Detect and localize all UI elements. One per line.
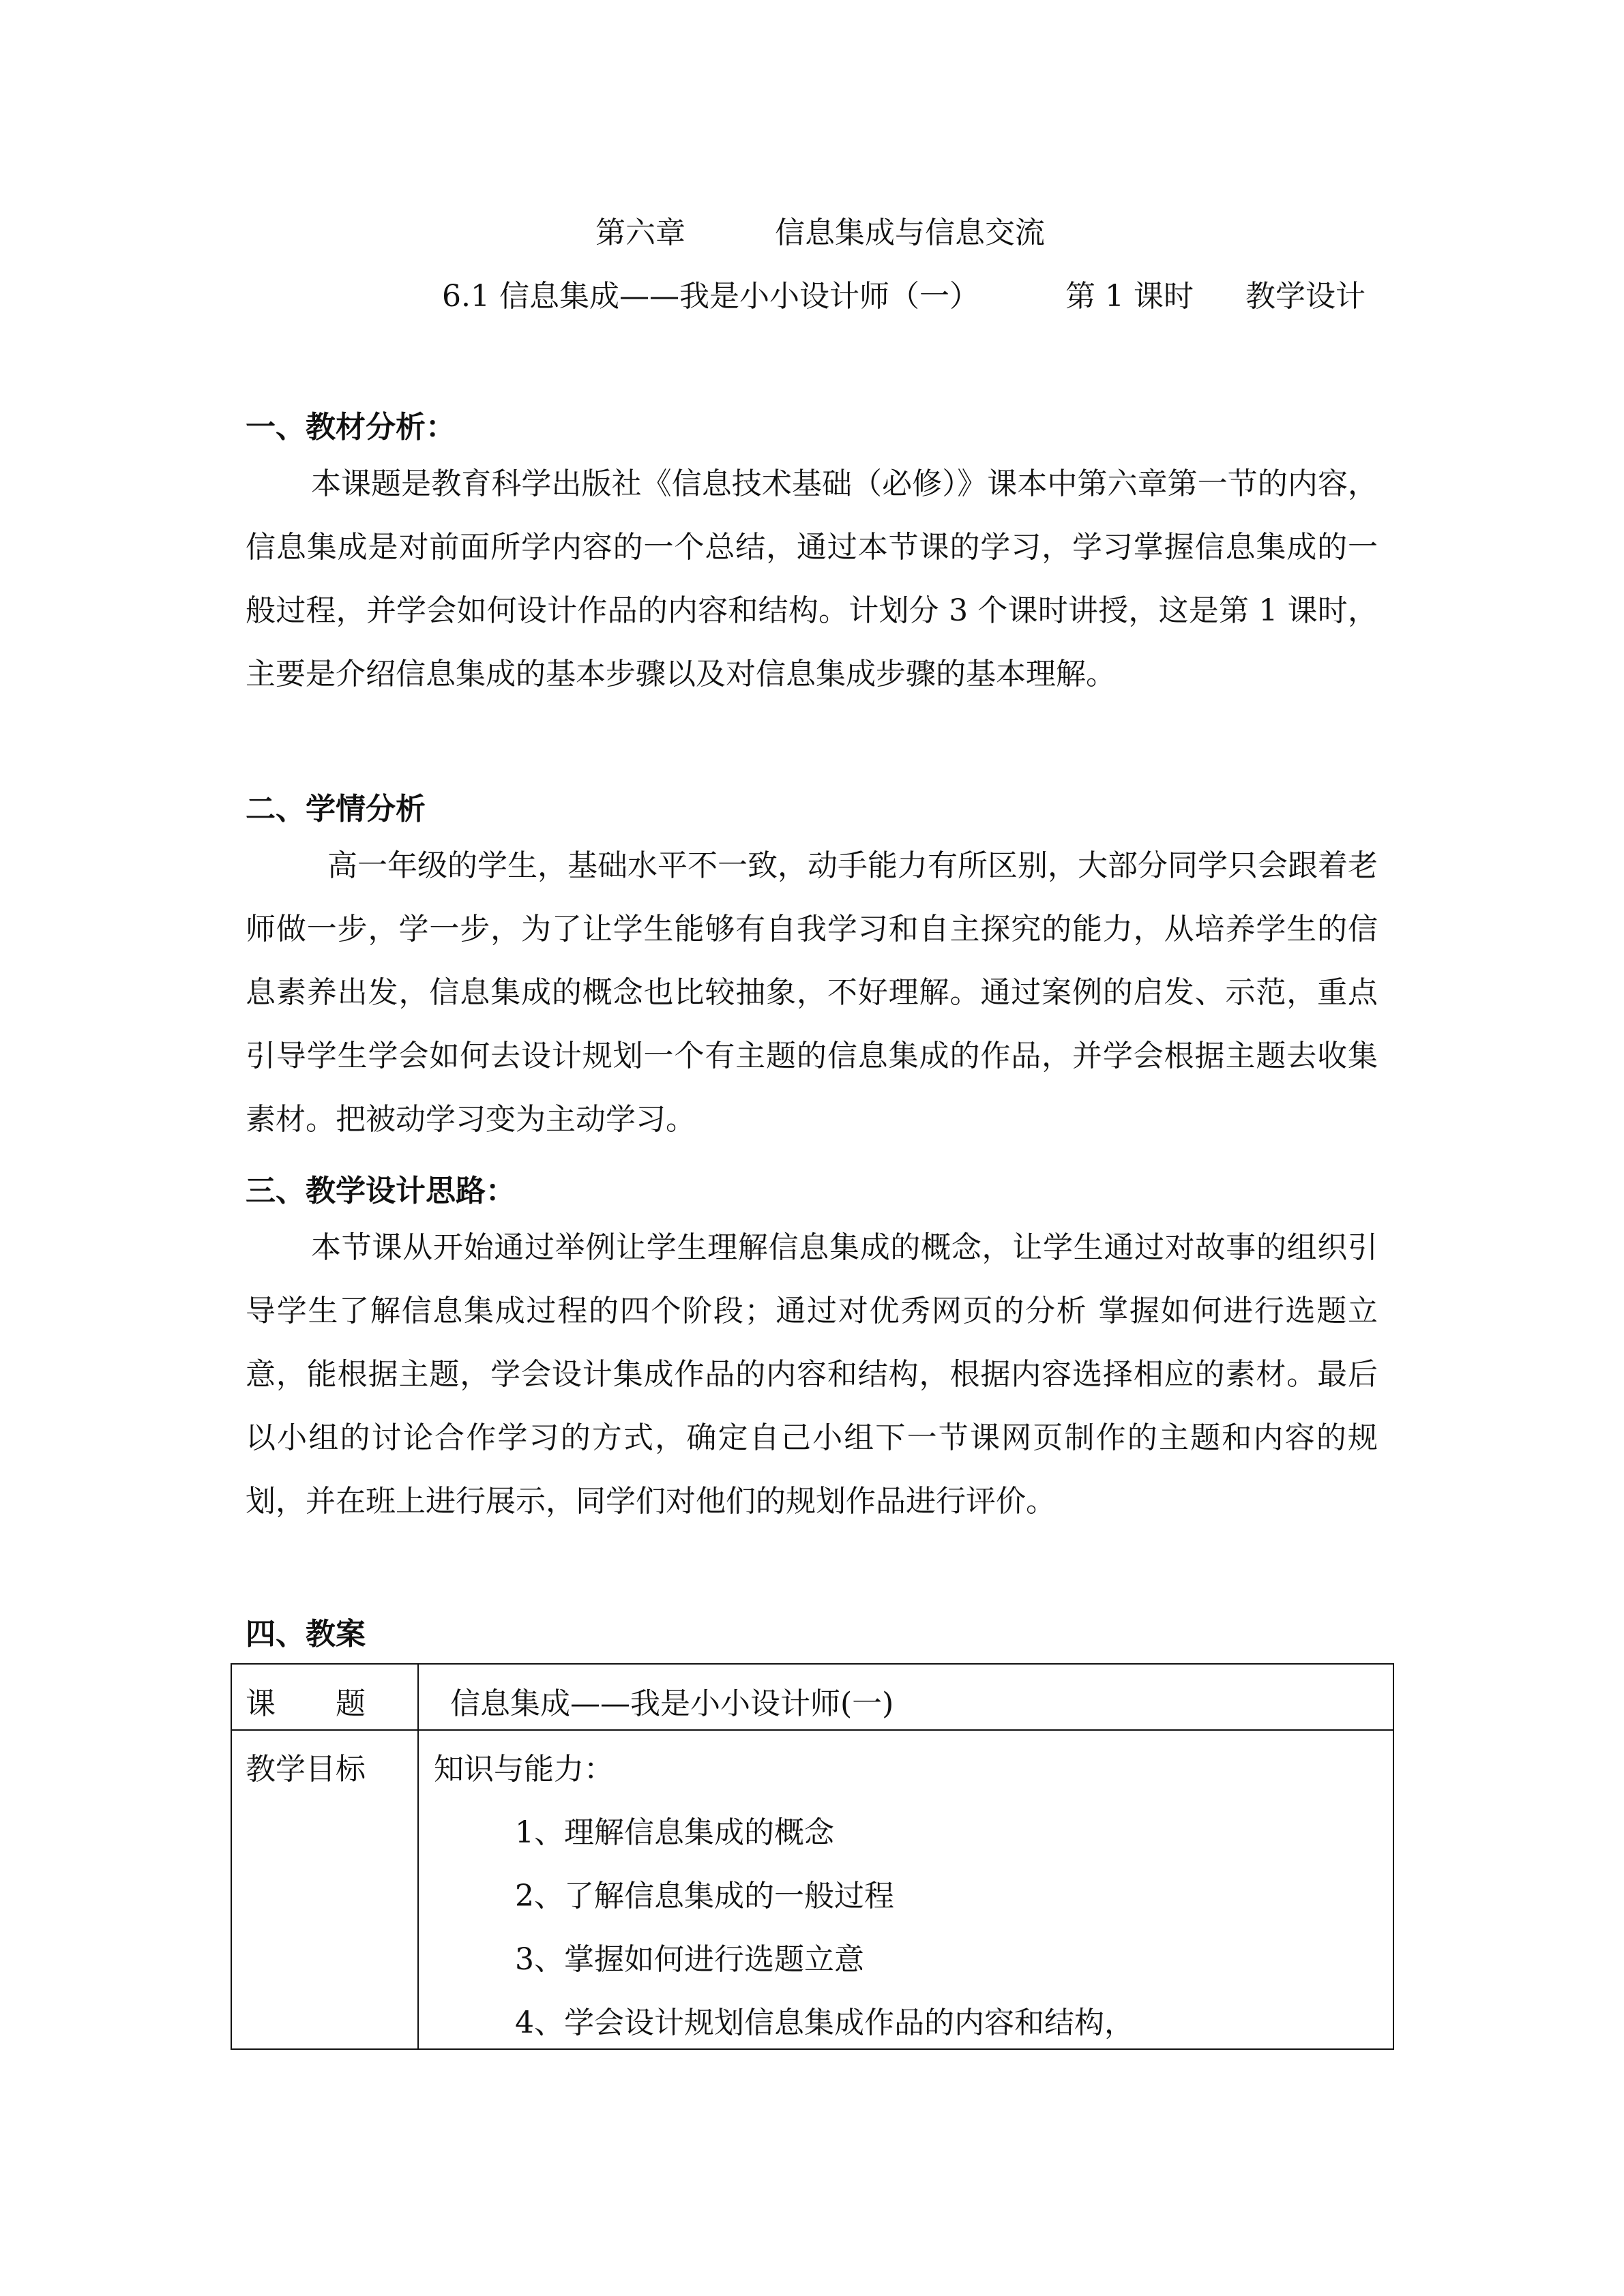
table-border-right (1393, 1663, 1394, 2050)
objectives-subheading: 知识与能力： (434, 1752, 614, 1787)
table-row-divider (231, 1729, 1394, 1731)
section-heading-textbook-analysis: 一、教材分析： (246, 410, 456, 445)
design-ideas-paragraph: 本节课从开始通过举例让学生理解信息集成的概念，让学生通过对故事的组织引导学生了解信息集成过程的四个阶段；通过对优秀网页的分析 掌握如何进行选题立意，能根据主题，学会设计集成作品的内容和结构，根据内容选择相应的素材。最后以小组的讨论合作学习的方式，确定自己小组下一节课网页制作的主题和内容的规划，并在班上进行展示，同学们对他们的规划作品进行评价。 (246, 1230, 1378, 1519)
table-column-divider (417, 1663, 419, 2050)
objective-item: 1、理解信息集成的概念 (515, 1815, 834, 1850)
table-value-topic: 信息集成——我是小小设计师(一) (450, 1686, 894, 1721)
textbook-analysis-paragraph: 本课题是教育科学出版社《信息技术基础（必修）》课本中第六章第一节的内容，信息集成是对前面所学内容的一个总结，通过本节课的学习，学习掌握信息集成的一般过程，并学会如何设计作品的内容和结构。计划分 3 个课时讲授，这是第 1 课时，主要是介绍信息集成的基本步骤以及对信息集成步骤的基本理解。 (246, 466, 1378, 691)
table-label-objectives: 教学目标 (246, 1752, 366, 1787)
doc-type: 教学设计 (1245, 279, 1365, 314)
objective-item: 4、学会设计规划信息集成作品的内容和结构， (515, 2006, 1134, 2040)
table-border-left (231, 1663, 232, 2050)
section-heading-student-analysis: 二、学情分析 (246, 792, 426, 826)
section-heading-lesson-plan: 四、教案 (246, 1617, 366, 1652)
section-heading-design-ideas: 三、教学设计思路： (246, 1174, 516, 1208)
objective-item: 3、掌握如何进行选题立意 (515, 1942, 864, 1977)
student-analysis-paragraph: 高一年级的学生，基础水平不一致，动手能力有所区别，大部分同学只会跟着老师做一步，学一步，为了让学生能够有自我学习和自主探究的能力，从培养学生的信息素养出发，信息集成的概念也比较抽象，不好理解。通过案例的启发、示范，重点引导学生学会如何去设计规划一个有主题的信息集成的作品，并学会根据主题去收集素材。把被动学习变为主动学习。 (246, 848, 1378, 1137)
table-label-topic: 课 题 (246, 1686, 366, 1721)
objective-item: 2、了解信息集成的一般过程 (515, 1879, 894, 1913)
table-border-bottom (231, 2048, 1394, 2050)
chapter-number: 第六章 (595, 215, 685, 250)
section-title: 6.1 信息集成——我是小小设计师（一） (442, 279, 979, 314)
lesson-number: 第 1 课时 (1065, 279, 1194, 314)
table-border-top (231, 1663, 1394, 1665)
chapter-title: 信息集成与信息交流 (775, 215, 1045, 250)
